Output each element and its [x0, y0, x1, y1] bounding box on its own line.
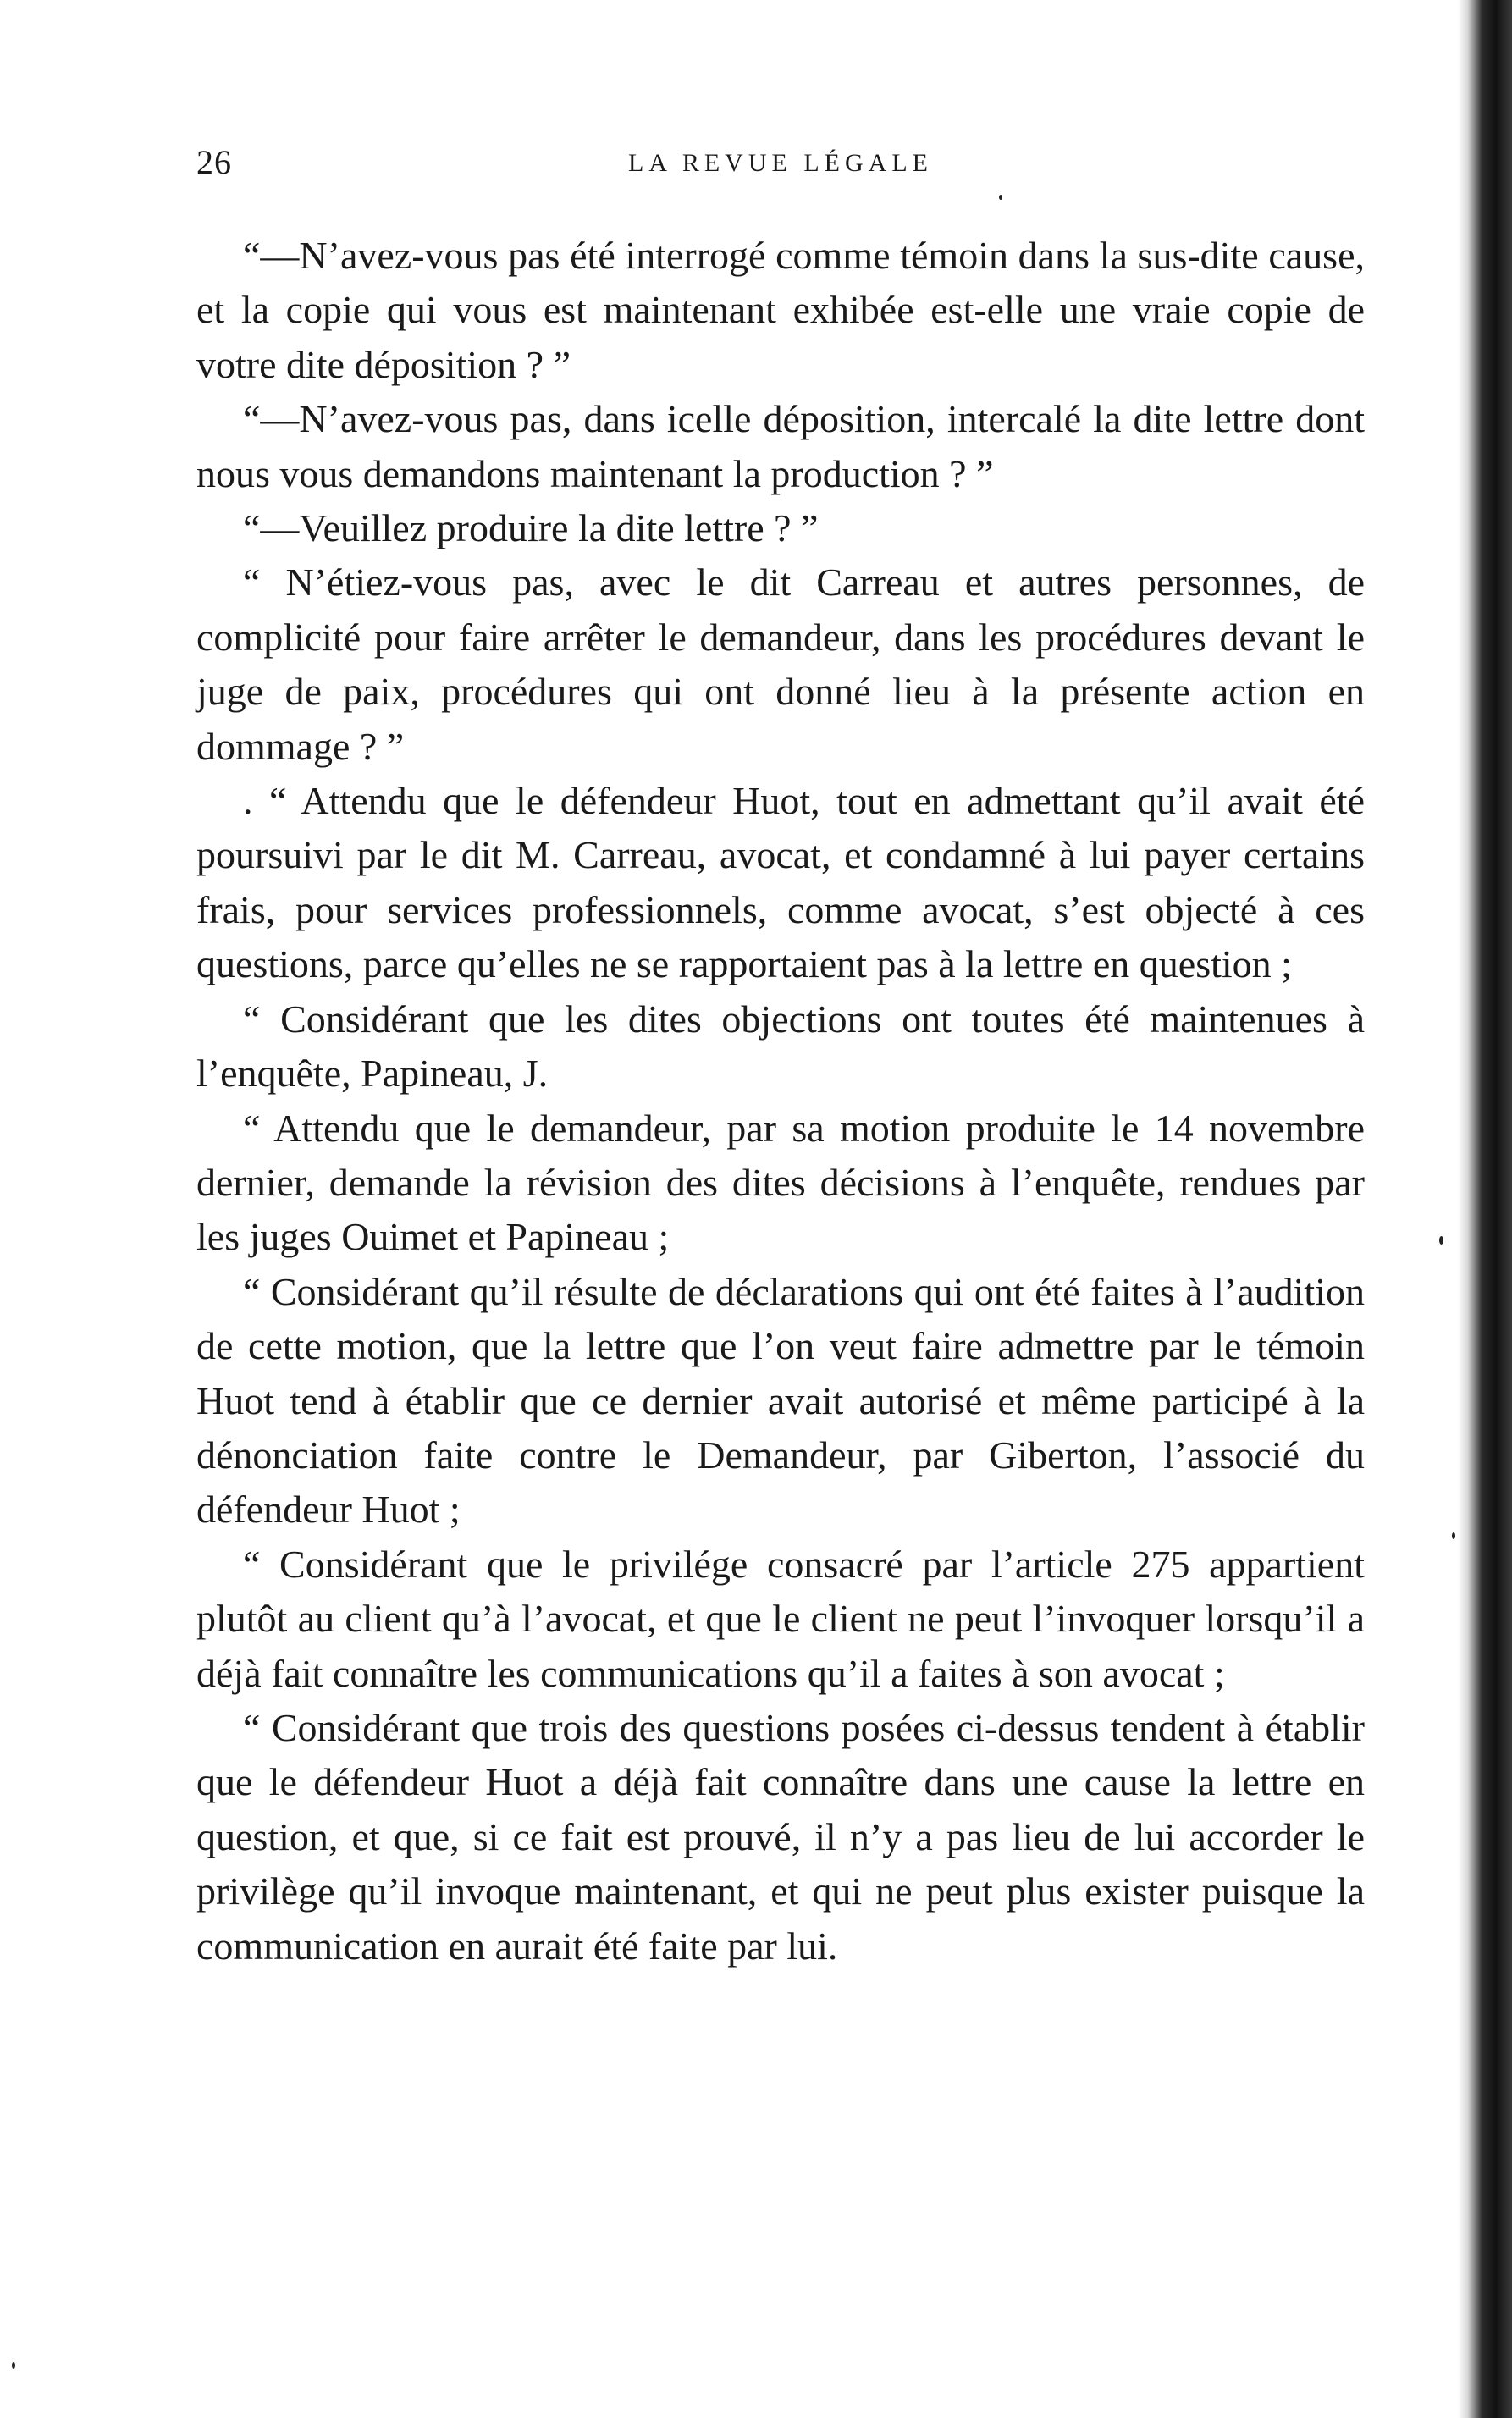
paragraph-6: “ Considérant que les dites objections ont toutes été maintenues à l’enquête, Papineau, J.: [196, 996, 1365, 1096]
paragraph-4: “ N’étiez-vous pas, avec le dit Carreau et autres personnes, de complicité pour faire arrêter le demandeur, dans les procédures devant le juge de paix, procédures qui ont donné lieu à la présente action en dommage ? ”: [196, 560, 1365, 768]
paragraph-10: “ Considérant que trois des questions posées ci-dessus tendent à établir que le défendeur Huot a déjà fait connaître dans une cause la lettre en question, et que, si ce fait est prouvé, il n’y a pas lieu de lui accorder le privilège qu’il invoque maintenant, et qui ne peut plus exister puisque la communication en aurait été faite par lui.: [196, 1705, 1365, 1968]
running-title: LA REVUE LÉGALE: [628, 149, 933, 177]
scan-speck: [12, 2362, 15, 2369]
page-binding-shadow: [1458, 0, 1512, 2418]
scan-speck: [1439, 1236, 1443, 1245]
paragraph-7: “ Attendu que le demandeur, par sa motion produite le 14 novembre dernier, demande la révision des dites décisions à l’enquête, rendues par les juges Ouimet et Papineau ;: [196, 1106, 1365, 1259]
paragraph-2: “—N’avez-vous pas, dans icelle déposition, intercalé la dite lettre dont nous vous demandons maintenant la production ? ”: [196, 397, 1365, 495]
body-text: [196, 229, 1365, 1974]
paragraph-1: “—N’avez-vous pas été interrogé comme témoin dans la sus-dite cause, et la copie qui vous est maintenant exhibée est-elle une vraie copie de votre dite déposition ? ”: [196, 234, 1365, 386]
scan-speck: [999, 195, 1002, 200]
paragraph-5: . “ Attendu que le défendeur Huot, tout en admettant qu’il avait été poursuivi par le dit M. Carreau, avocat, et condamné à lui payer certains frais, pour services professionnels, comme avocat, s’est objecté à ces questions, parce qu’elles ne se rapportaient pas à la lettre en question ;: [196, 779, 1365, 986]
paragraph-9: “ Considérant que le privilége consacré par l’article 275 appartient plutôt au client qu’à l’avocat, et que le client ne peut l’invoquer lorsqu’il a déjà fait connaître les communications qu’il a faites à son avocat ;: [196, 1542, 1365, 1695]
paragraph-3: “—Veuillez produire la dite lettre ? ”: [243, 506, 819, 550]
scan-speck: [1452, 1532, 1455, 1539]
page-number: 26: [196, 143, 232, 181]
paragraph-8: “ Considérant qu’il résulte de déclarations qui ont été faites à l’audition de cette motion, que la lettre que l’on veut faire admettre par le témoin Huot tend à établir que ce dernier avait autorisé et même participé à la dénonciation faite contre le Demandeur, par Giberton, l’associé du défendeur Huot ;: [196, 1269, 1365, 1532]
page-header: [196, 142, 1365, 193]
